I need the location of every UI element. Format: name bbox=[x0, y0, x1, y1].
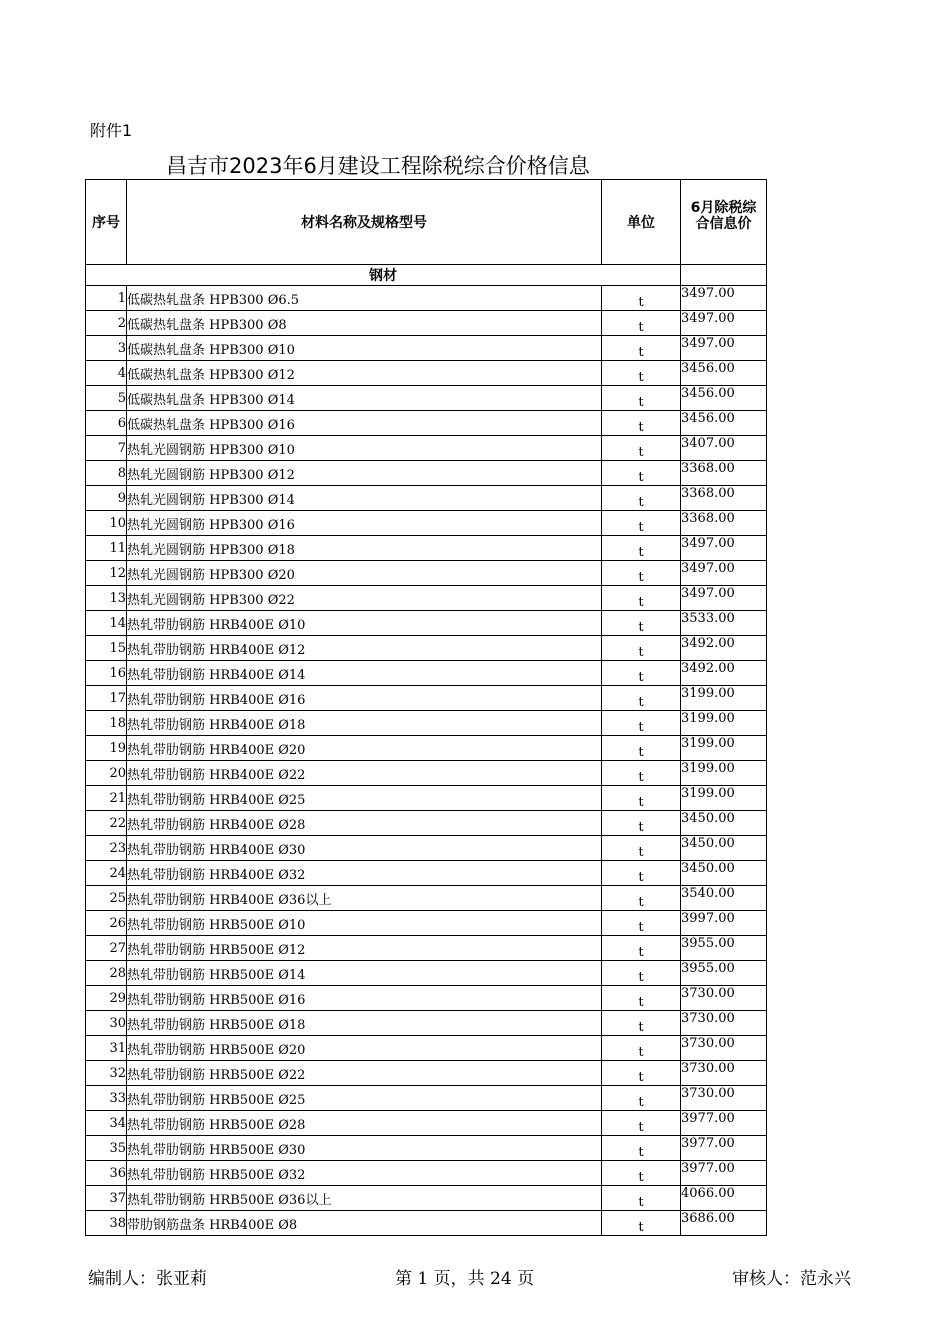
row-price: 3456.00 bbox=[681, 386, 767, 411]
row-price: 3955.00 bbox=[681, 961, 767, 986]
row-material-name: 低碳热轧盘条 HPB300 Ø16 bbox=[127, 411, 602, 436]
row-price: 3450.00 bbox=[681, 861, 767, 886]
row-unit: t bbox=[602, 361, 681, 386]
category-row bbox=[86, 265, 767, 286]
row-material-name: 热轧带肋钢筋 HRB400E Ø30 bbox=[127, 836, 602, 861]
row-price: 3368.00 bbox=[681, 486, 767, 511]
row-number: 34 bbox=[86, 1111, 127, 1136]
row-number: 15 bbox=[86, 636, 127, 661]
table-row bbox=[86, 836, 767, 861]
row-price: 3686.00 bbox=[681, 1211, 767, 1236]
row-price: 3492.00 bbox=[681, 661, 767, 686]
row-unit: t bbox=[602, 1036, 681, 1061]
header-unit: 单位 bbox=[602, 180, 681, 265]
row-unit: t bbox=[602, 961, 681, 986]
row-unit: t bbox=[602, 636, 681, 661]
table-row bbox=[86, 711, 767, 736]
table-row bbox=[86, 1136, 767, 1161]
row-material-name: 热轧带肋钢筋 HRB500E Ø28 bbox=[127, 1111, 602, 1136]
row-unit: t bbox=[602, 511, 681, 536]
row-number: 24 bbox=[86, 861, 127, 886]
category-price-blank bbox=[681, 265, 767, 286]
category-label: 钢材 bbox=[86, 265, 681, 286]
row-price: 3977.00 bbox=[681, 1136, 767, 1161]
row-price: 3497.00 bbox=[681, 561, 767, 586]
table-row bbox=[86, 1211, 767, 1236]
row-material-name: 热轧带肋钢筋 HRB500E Ø12 bbox=[127, 936, 602, 961]
row-number: 16 bbox=[86, 661, 127, 686]
table-row bbox=[86, 336, 767, 361]
row-unit: t bbox=[602, 761, 681, 786]
row-unit: t bbox=[602, 936, 681, 961]
row-material-name: 热轧带肋钢筋 HRB500E Ø30 bbox=[127, 1136, 602, 1161]
row-price: 3368.00 bbox=[681, 461, 767, 486]
row-material-name: 热轧带肋钢筋 HRB500E Ø32 bbox=[127, 1161, 602, 1186]
table-row bbox=[86, 1111, 767, 1136]
table-row bbox=[86, 536, 767, 561]
row-number: 25 bbox=[86, 886, 127, 911]
table-row bbox=[86, 686, 767, 711]
table-row bbox=[86, 1036, 767, 1061]
row-price: 3456.00 bbox=[681, 411, 767, 436]
row-price: 3407.00 bbox=[681, 436, 767, 461]
row-number: 19 bbox=[86, 736, 127, 761]
table-row bbox=[86, 986, 767, 1011]
row-material-name: 热轧带肋钢筋 HRB400E Ø14 bbox=[127, 661, 602, 686]
row-number: 33 bbox=[86, 1086, 127, 1111]
row-number: 7 bbox=[86, 436, 127, 461]
row-number: 2 bbox=[86, 311, 127, 336]
row-unit: t bbox=[602, 1136, 681, 1161]
table-row bbox=[86, 511, 767, 536]
row-number: 29 bbox=[86, 986, 127, 1011]
row-unit: t bbox=[602, 461, 681, 486]
row-material-name: 热轧带肋钢筋 HRB400E Ø20 bbox=[127, 736, 602, 761]
table-row bbox=[86, 586, 767, 611]
row-material-name: 热轧带肋钢筋 HRB400E Ø12 bbox=[127, 636, 602, 661]
row-price: 3199.00 bbox=[681, 711, 767, 736]
row-material-name: 热轧光圆钢筋 HPB300 Ø18 bbox=[127, 536, 602, 561]
row-material-name: 热轧带肋钢筋 HRB500E Ø18 bbox=[127, 1011, 602, 1036]
row-number: 28 bbox=[86, 961, 127, 986]
row-number: 21 bbox=[86, 786, 127, 811]
row-number: 8 bbox=[86, 461, 127, 486]
row-unit: t bbox=[602, 886, 681, 911]
row-unit: t bbox=[602, 1011, 681, 1036]
row-material-name: 热轧带肋钢筋 HRB400E Ø32 bbox=[127, 861, 602, 886]
table-row bbox=[86, 1061, 767, 1086]
row-material-name: 热轧带肋钢筋 HRB400E Ø25 bbox=[127, 786, 602, 811]
table-row bbox=[86, 286, 767, 311]
row-material-name: 热轧带肋钢筋 HRB500E Ø14 bbox=[127, 961, 602, 986]
row-unit: t bbox=[602, 561, 681, 586]
table-row bbox=[86, 911, 767, 936]
table-header-row bbox=[86, 180, 767, 265]
row-number: 35 bbox=[86, 1136, 127, 1161]
row-price: 3199.00 bbox=[681, 686, 767, 711]
header-seq: 序号 bbox=[86, 180, 127, 265]
row-number: 20 bbox=[86, 761, 127, 786]
row-material-name: 热轧带肋钢筋 HRB500E Ø20 bbox=[127, 1036, 602, 1061]
row-price: 3492.00 bbox=[681, 636, 767, 661]
row-price: 3730.00 bbox=[681, 1086, 767, 1111]
reviewer-label: 审核人：范永兴 bbox=[732, 1269, 851, 1289]
row-price: 3730.00 bbox=[681, 1011, 767, 1036]
row-price: 3730.00 bbox=[681, 986, 767, 1011]
row-material-name: 热轧光圆钢筋 HPB300 Ø22 bbox=[127, 586, 602, 611]
table-row bbox=[86, 936, 767, 961]
row-price: 3497.00 bbox=[681, 286, 767, 311]
row-price: 3533.00 bbox=[681, 611, 767, 636]
row-price: 3955.00 bbox=[681, 936, 767, 961]
table-row bbox=[86, 436, 767, 461]
row-number: 10 bbox=[86, 511, 127, 536]
row-price: 3368.00 bbox=[681, 511, 767, 536]
table-row bbox=[86, 861, 767, 886]
table-row bbox=[86, 961, 767, 986]
row-number: 9 bbox=[86, 486, 127, 511]
row-price: 3456.00 bbox=[681, 361, 767, 386]
row-material-name: 低碳热轧盘条 HPB300 Ø10 bbox=[127, 336, 602, 361]
row-unit: t bbox=[602, 311, 681, 336]
row-price: 3730.00 bbox=[681, 1061, 767, 1086]
attachment-label: 附件1 bbox=[90, 121, 133, 140]
row-material-name: 低碳热轧盘条 HPB300 Ø6.5 bbox=[127, 286, 602, 311]
row-number: 14 bbox=[86, 611, 127, 636]
row-unit: t bbox=[602, 411, 681, 436]
row-number: 23 bbox=[86, 836, 127, 861]
price-table bbox=[85, 179, 767, 1236]
row-number: 26 bbox=[86, 911, 127, 936]
row-number: 18 bbox=[86, 711, 127, 736]
row-unit: t bbox=[602, 286, 681, 311]
table-row bbox=[86, 461, 767, 486]
row-unit: t bbox=[602, 786, 681, 811]
row-price: 3450.00 bbox=[681, 811, 767, 836]
table-row bbox=[86, 386, 767, 411]
row-material-name: 热轧光圆钢筋 HPB300 Ø14 bbox=[127, 486, 602, 511]
row-material-name: 热轧带肋钢筋 HRB500E Ø10 bbox=[127, 911, 602, 936]
row-material-name: 热轧光圆钢筋 HPB300 Ø16 bbox=[127, 511, 602, 536]
table-row bbox=[86, 636, 767, 661]
table-row bbox=[86, 786, 767, 811]
row-number: 11 bbox=[86, 536, 127, 561]
row-number: 3 bbox=[86, 336, 127, 361]
row-material-name: 低碳热轧盘条 HPB300 Ø8 bbox=[127, 311, 602, 336]
row-price: 3497.00 bbox=[681, 336, 767, 361]
row-number: 4 bbox=[86, 361, 127, 386]
row-number: 27 bbox=[86, 936, 127, 961]
row-price: 3497.00 bbox=[681, 586, 767, 611]
table-row bbox=[86, 886, 767, 911]
row-price: 3540.00 bbox=[681, 886, 767, 911]
table-row bbox=[86, 1161, 767, 1186]
row-material-name: 热轧光圆钢筋 HPB300 Ø20 bbox=[127, 561, 602, 586]
row-unit: t bbox=[602, 1161, 681, 1186]
row-price: 3199.00 bbox=[681, 786, 767, 811]
row-unit: t bbox=[602, 661, 681, 686]
row-number: 32 bbox=[86, 1061, 127, 1086]
table-row bbox=[86, 611, 767, 636]
header-price bbox=[681, 180, 767, 265]
row-unit: t bbox=[602, 611, 681, 636]
row-number: 37 bbox=[86, 1186, 127, 1211]
table-row bbox=[86, 411, 767, 436]
row-unit: t bbox=[602, 386, 681, 411]
row-unit: t bbox=[602, 736, 681, 761]
row-number: 6 bbox=[86, 411, 127, 436]
row-material-name: 热轧带肋钢筋 HRB400E Ø18 bbox=[127, 711, 602, 736]
page-indicator: 第 1 页，共 24 页 bbox=[395, 1269, 535, 1289]
row-unit: t bbox=[602, 811, 681, 836]
table-row bbox=[86, 561, 767, 586]
row-unit: t bbox=[602, 836, 681, 861]
row-price: 3977.00 bbox=[681, 1111, 767, 1136]
row-unit: t bbox=[602, 1211, 681, 1236]
table-row bbox=[86, 736, 767, 761]
row-number: 38 bbox=[86, 1211, 127, 1236]
row-material-name: 热轧带肋钢筋 HRB400E Ø36以上 bbox=[127, 886, 602, 911]
row-unit: t bbox=[602, 986, 681, 1011]
row-number: 30 bbox=[86, 1011, 127, 1036]
row-price: 3497.00 bbox=[681, 536, 767, 561]
table-row bbox=[86, 361, 767, 386]
table-row bbox=[86, 311, 767, 336]
table-row bbox=[86, 811, 767, 836]
row-number: 5 bbox=[86, 386, 127, 411]
row-material-name: 热轧带肋钢筋 HRB500E Ø25 bbox=[127, 1086, 602, 1111]
header-price-line1: 6月除税综 bbox=[690, 200, 757, 216]
row-material-name: 热轧带肋钢筋 HRB500E Ø22 bbox=[127, 1061, 602, 1086]
row-unit: t bbox=[602, 1061, 681, 1086]
row-price: 4066.00 bbox=[681, 1186, 767, 1211]
compiler-label: 编制人：张亚莉 bbox=[88, 1269, 207, 1289]
row-price: 3730.00 bbox=[681, 1036, 767, 1061]
row-material-name: 热轧带肋钢筋 HRB500E Ø36以上 bbox=[127, 1186, 602, 1211]
table-row bbox=[86, 761, 767, 786]
row-number: 1 bbox=[86, 286, 127, 311]
row-unit: t bbox=[602, 486, 681, 511]
row-unit: t bbox=[602, 711, 681, 736]
row-unit: t bbox=[602, 1086, 681, 1111]
row-price: 3977.00 bbox=[681, 1161, 767, 1186]
row-unit: t bbox=[602, 911, 681, 936]
table-row bbox=[86, 1186, 767, 1211]
row-material-name: 低碳热轧盘条 HPB300 Ø14 bbox=[127, 386, 602, 411]
row-material-name: 热轧带肋钢筋 HRB500E Ø16 bbox=[127, 986, 602, 1011]
row-unit: t bbox=[602, 586, 681, 611]
row-material-name: 热轧带肋钢筋 HRB400E Ø22 bbox=[127, 761, 602, 786]
row-number: 22 bbox=[86, 811, 127, 836]
table-row bbox=[86, 1086, 767, 1111]
row-unit: t bbox=[602, 686, 681, 711]
row-material-name: 热轧带肋钢筋 HRB400E Ø16 bbox=[127, 686, 602, 711]
table-row bbox=[86, 486, 767, 511]
header-price-line2: 合信息价 bbox=[695, 216, 752, 232]
row-price: 3997.00 bbox=[681, 911, 767, 936]
row-price: 3199.00 bbox=[681, 736, 767, 761]
row-price: 3497.00 bbox=[681, 311, 767, 336]
row-number: 17 bbox=[86, 686, 127, 711]
row-material-name: 带肋钢筋盘条 HRB400E Ø8 bbox=[127, 1211, 602, 1236]
row-unit: t bbox=[602, 436, 681, 461]
row-unit: t bbox=[602, 861, 681, 886]
row-material-name: 热轧光圆钢筋 HPB300 Ø12 bbox=[127, 461, 602, 486]
row-unit: t bbox=[602, 536, 681, 561]
row-unit: t bbox=[602, 1111, 681, 1136]
row-number: 12 bbox=[86, 561, 127, 586]
row-unit: t bbox=[602, 1186, 681, 1211]
row-price: 3199.00 bbox=[681, 761, 767, 786]
page-title: 昌吉市2023年6月建设工程除税综合价格信息 bbox=[166, 154, 590, 178]
row-material-name: 热轧带肋钢筋 HRB400E Ø28 bbox=[127, 811, 602, 836]
table-row bbox=[86, 661, 767, 686]
row-number: 31 bbox=[86, 1036, 127, 1061]
row-unit: t bbox=[602, 336, 681, 361]
row-material-name: 低碳热轧盘条 HPB300 Ø12 bbox=[127, 361, 602, 386]
table-row bbox=[86, 1011, 767, 1036]
row-material-name: 热轧光圆钢筋 HPB300 Ø10 bbox=[127, 436, 602, 461]
header-name: 材料名称及规格型号 bbox=[127, 180, 602, 265]
row-material-name: 热轧带肋钢筋 HRB400E Ø10 bbox=[127, 611, 602, 636]
row-number: 36 bbox=[86, 1161, 127, 1186]
row-price: 3450.00 bbox=[681, 836, 767, 861]
row-number: 13 bbox=[86, 586, 127, 611]
